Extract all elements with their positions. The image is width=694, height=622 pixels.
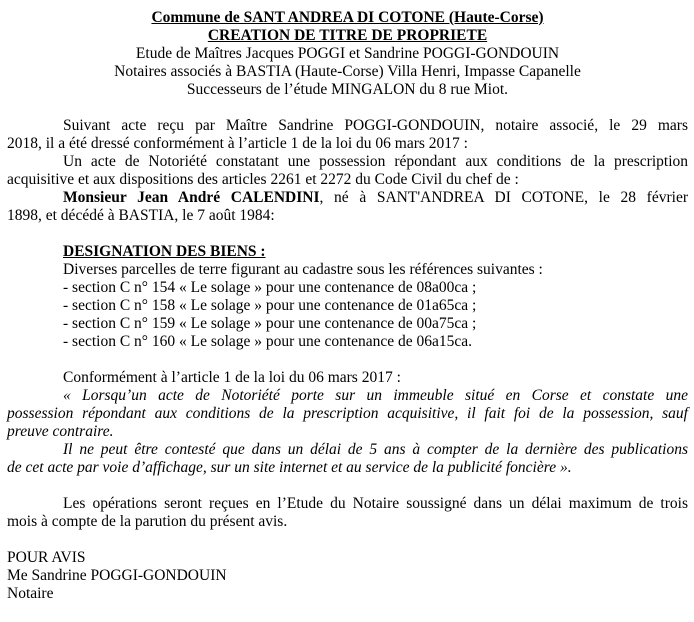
parcel-line-160: - section C n° 160 « Le solage » pour une contenance de 06a15ca. [63, 333, 473, 350]
designation-heading: DESIGNATION DES BIENS : [63, 243, 266, 260]
paragraph-acte-notoriete [7, 153, 688, 189]
quote1-line-3: preuve contraire. [7, 423, 114, 440]
document-header [7, 9, 688, 99]
parcel-line-154: - section C n° 154 « Le solage » pour une contenance de 08a00ca ; [63, 279, 477, 296]
pour-avis-line: POUR AVIS [7, 549, 86, 566]
notaires-line: Notaires associés à BASTIA (Haute-Corse) Villa Henri, Impasse Capanelle [114, 63, 581, 80]
paragraph-defunt [7, 189, 688, 225]
quote2-line-2: de cet acte par voie d’affichage, sur un site internet et au service de la publicité foncière ». [7, 459, 572, 476]
defunt-name: Monsieur Jean André CALENDINI [63, 189, 320, 206]
loi-quote-2 [7, 441, 688, 477]
successeurs-line: Successeurs de l’étude MINGALON du 8 rue Miot. [186, 81, 509, 98]
defunt-line-1 [7, 189, 688, 207]
commune-title: Commune de SANT ANDREA DI COTONE (Haute-Corse) [151, 9, 544, 26]
loi-intro: Conformément à l’article 1 de la loi du 06 mars 2017 : [63, 369, 401, 386]
paragraph-operations [7, 495, 688, 531]
designation-intro: Diverses parcelles de terre figurant au cadastre sous les références suivantes : [63, 261, 543, 278]
quote2-line-1: Il ne peut être contesté que dans un délai de 5 ans à compter de la dernière des publications [63, 441, 688, 458]
notaire-title-line: Notaire [7, 585, 54, 602]
quote1-line-2: possession répondant aux conditions de la prescription acquisitive, il fait foi de la possession, sauf [7, 405, 688, 422]
quote1-line-1: « Lorsqu’un acte de Notoriété porte sur un immeuble situé en Corse et constate une [63, 387, 688, 404]
acte-notoriete-line-1: Un acte de Notoriété constatant une possession répondant aux conditions de la prescription [63, 153, 688, 170]
defunt-birth-death: , né à SANT'ANDREA DI COTONE, le 28 février [319, 189, 688, 206]
acte-recu-line-1: Suivant acte reçu par Maître Sandrine POGGI-GONDOUIN, notaire associé, le 29 mars [63, 117, 688, 134]
designation-heading-line [7, 243, 688, 261]
etude-line: Etude de Maîtres Jacques POGGI et Sandrine POGGI-GONDOUIN [135, 45, 560, 62]
acte-recu-line-2: 2018, il a été dressé conformément à l’article 1 de la loi du 06 mars 2017 : [7, 135, 468, 152]
loi-quote-1 [7, 387, 688, 441]
notice-type-title: CREATION DE TITRE DE PROPRIETE [207, 27, 488, 44]
acte-notoriete-line-2: acquisitive et aux dispositions des articles 2261 et 2272 du Code Civil du chef de : [7, 171, 519, 188]
paragraph-acte-recu [7, 117, 688, 153]
parcel-line-159: - section C n° 159 « Le solage » pour une contenance de 00a75ca ; [63, 315, 477, 332]
section-loi [7, 369, 688, 477]
signature-block [7, 549, 688, 603]
operations-line-2: mois à compte de la parution du présent avis. [7, 513, 288, 530]
notaire-name-line: Me Sandrine POGGI-GONDOUIN [7, 567, 227, 584]
operations-line-1: Les opérations seront reçues en l’Etude du Notaire soussigné dans un délai maximum de trois [63, 495, 688, 512]
parcel-line-158: - section C n° 158 « Le solage » pour une contenance de 01a65ca ; [63, 297, 477, 314]
section-designation [7, 243, 688, 351]
document-body [7, 117, 688, 603]
defunt-line-2: 1898, et décédé à BASTIA, le 7 août 1984: [7, 207, 275, 224]
